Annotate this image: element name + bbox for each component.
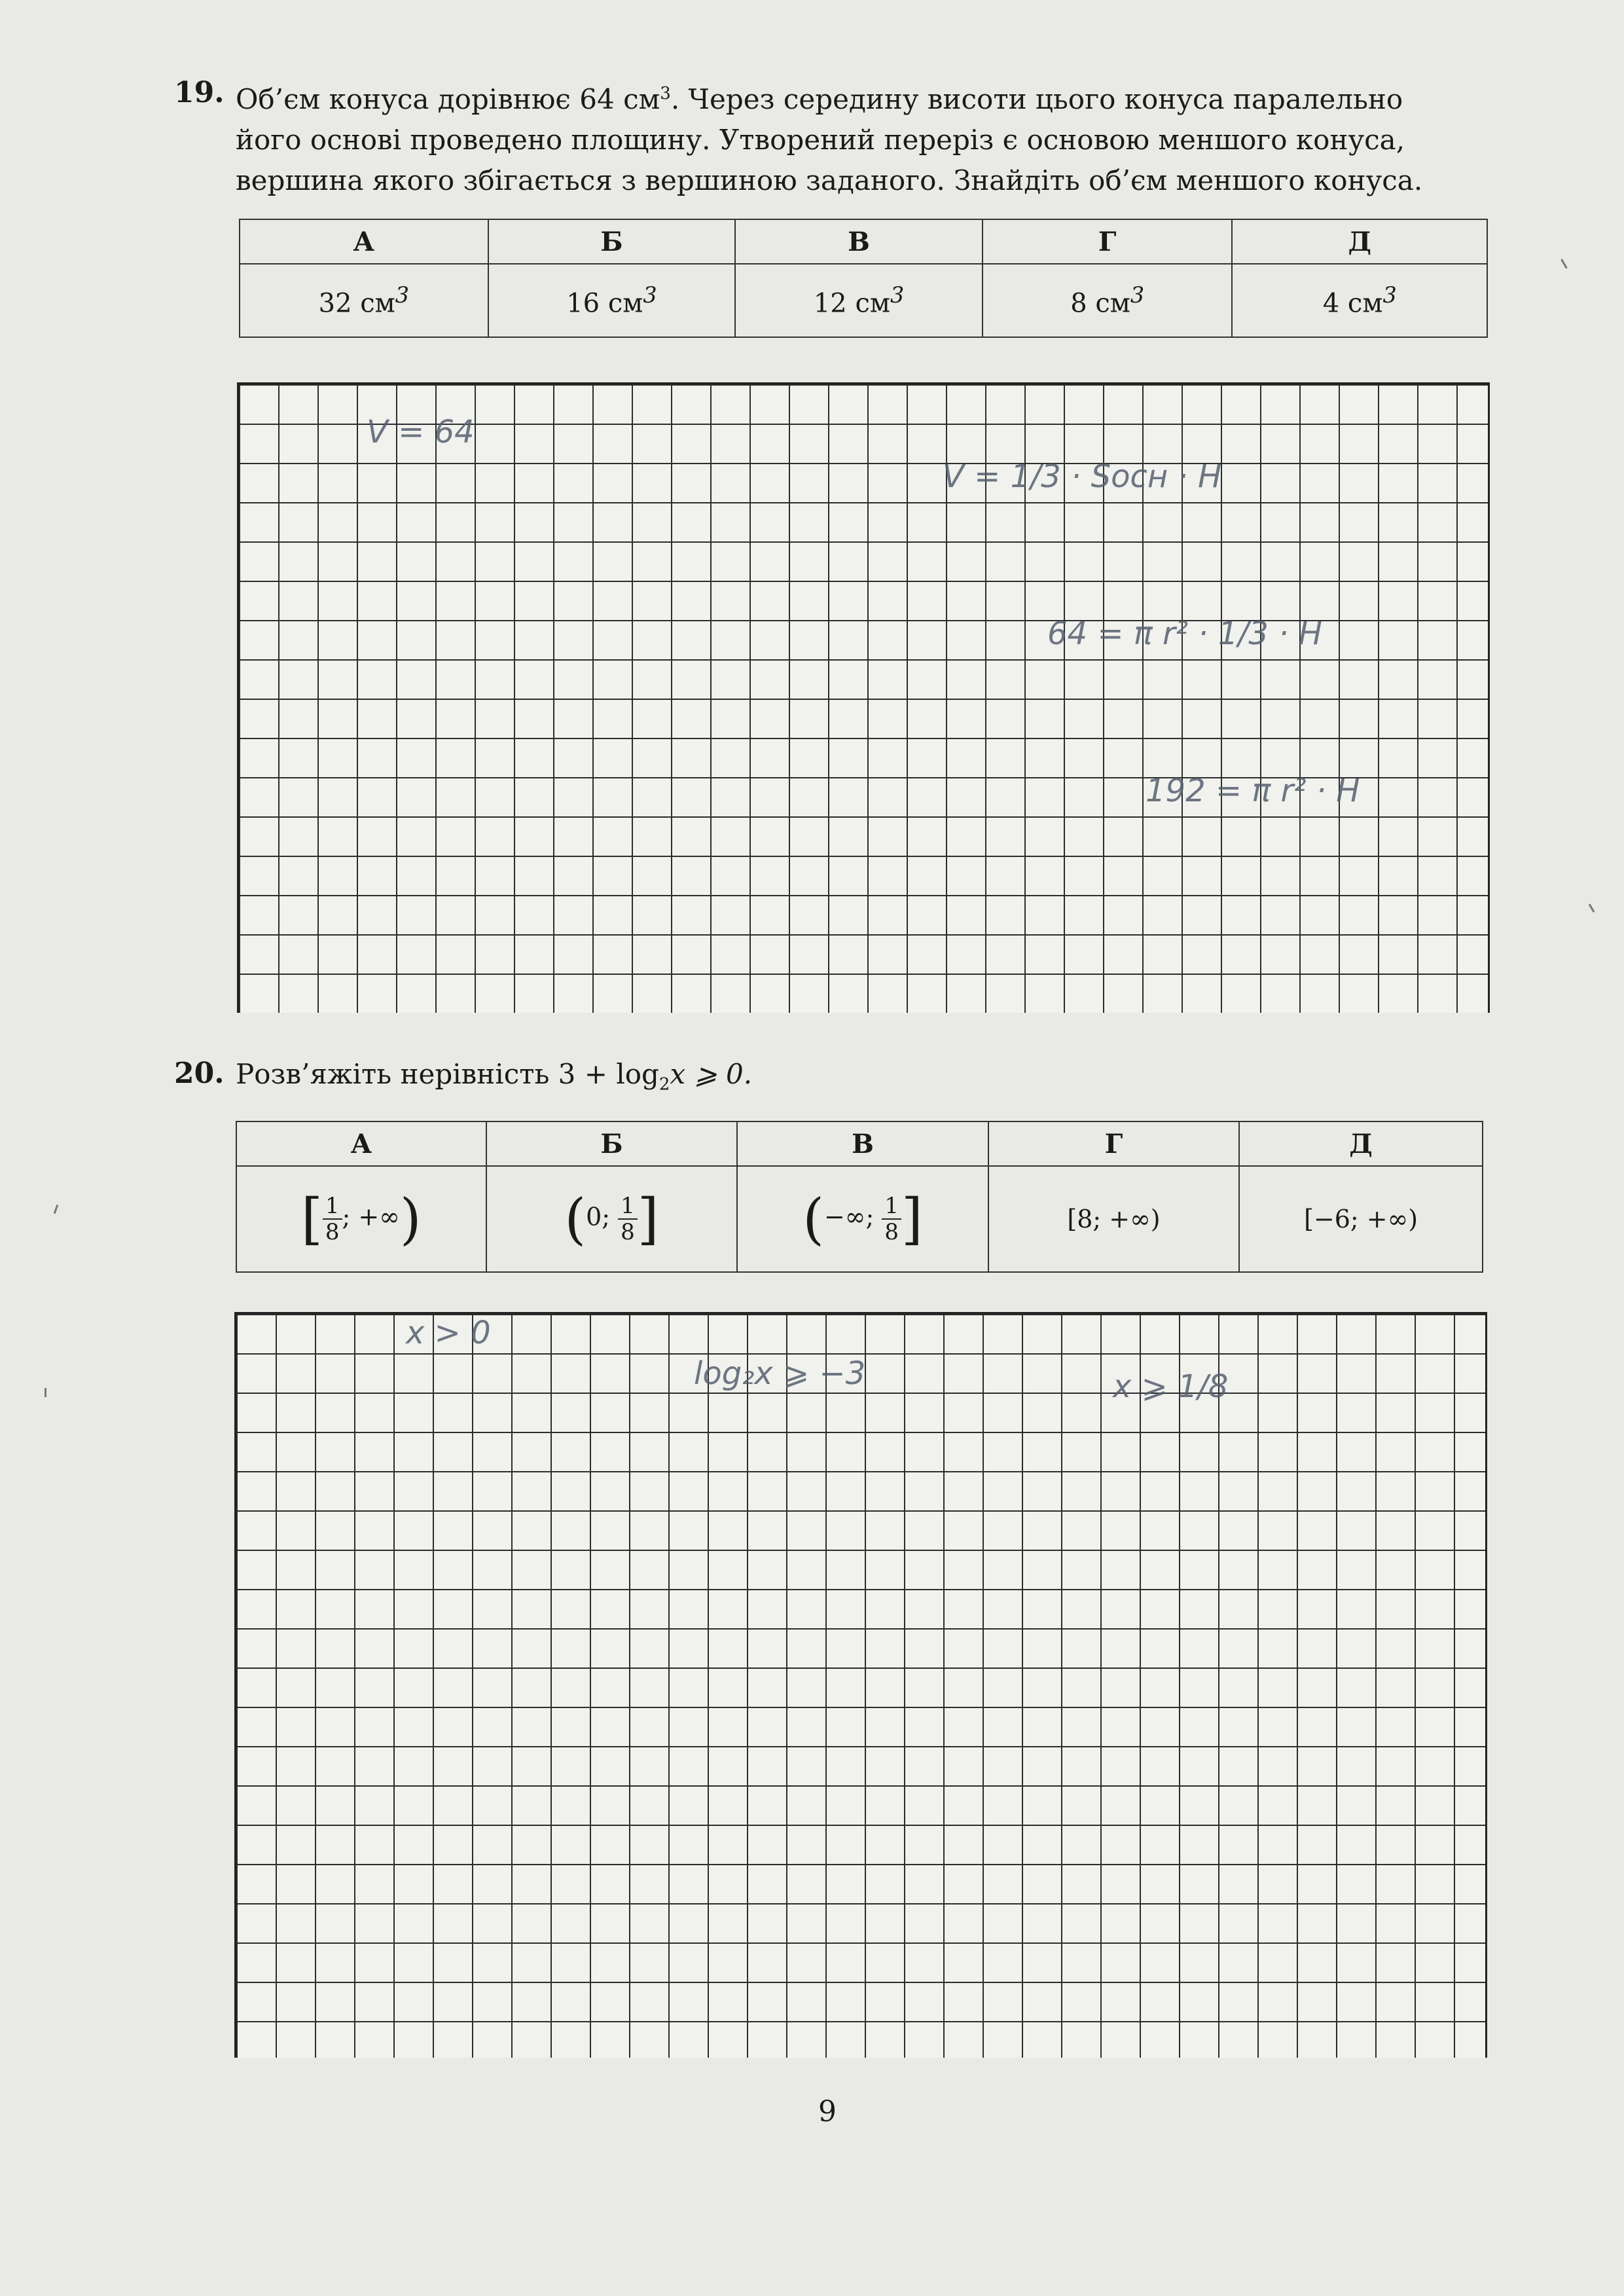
question-19-text: Об’єм конуса дорівнює 64 $см^3$. Через середину висоти цього конуса паралельно його основі проведено площину. Утворений переріз є основою меншого конуса, вершина якого збігається з вершиною заданого. Знайдіть об’єм меншого конуса. bbox=[236, 83, 1423, 196]
option-value-g: [8; +∞) bbox=[988, 1166, 1239, 1272]
handwritten-note: x ⩾ 1/8 bbox=[1113, 1368, 1229, 1405]
question-19-answer-table bbox=[239, 219, 1488, 338]
handwritten-note: 192 = π r² · H bbox=[1146, 773, 1360, 809]
option-value-a: [ $\frac{1}{8}$ ; +∞) bbox=[236, 1166, 486, 1272]
option-header-v: В bbox=[735, 219, 983, 264]
question-19-scratch-grid[interactable] bbox=[237, 382, 1490, 1013]
handwritten-note: 64 = π r² · 1/3 · H bbox=[1047, 615, 1322, 652]
question-20-scratch-grid[interactable] bbox=[234, 1312, 1487, 2058]
scan-mark bbox=[45, 1388, 46, 1397]
page-number: 9 bbox=[818, 2095, 837, 2128]
option-header-d: Д bbox=[1232, 219, 1487, 264]
option-header-d: Д bbox=[1239, 1121, 1483, 1166]
scan-mark bbox=[54, 1205, 59, 1214]
option-header-b: Б bbox=[488, 219, 736, 264]
option-value-v: 12 $см^3$ bbox=[735, 264, 983, 337]
handwritten-note: V = 64 bbox=[367, 414, 475, 450]
option-value-v: (−∞; $\frac{1}{8}$ ] bbox=[737, 1166, 988, 1272]
handwritten-note: V = 1/3 · Sосн · H bbox=[943, 458, 1222, 495]
option-header-v: В bbox=[737, 1121, 988, 1166]
option-value-a: 32 $см^3$ bbox=[240, 264, 488, 337]
scan-mark bbox=[1561, 259, 1568, 268]
option-header-g: Г bbox=[988, 1121, 1239, 1166]
option-value-b: 16 $см^3$ bbox=[488, 264, 736, 337]
question-20-answer-table bbox=[236, 1121, 1483, 1273]
question-20-number: 20. bbox=[174, 1057, 225, 1090]
option-value-d: [−6; +∞) bbox=[1239, 1166, 1483, 1272]
option-header-a: А bbox=[240, 219, 488, 264]
handwritten-note: x > 0 bbox=[406, 1315, 491, 1351]
option-header-b: Б bbox=[486, 1121, 737, 1166]
option-value-b: (0; $\frac{1}{8}$ ] bbox=[486, 1166, 737, 1272]
option-value-g: 8 $см^3$ bbox=[983, 264, 1233, 337]
question-19-number: 19. bbox=[174, 76, 225, 109]
question-20-text: Розв’яжіть нерівність $3 + \log_2x$ ⩾ 0. bbox=[236, 1058, 753, 1095]
option-value-d: 4 $см^3$ bbox=[1232, 264, 1487, 337]
option-header-g: Г bbox=[983, 219, 1233, 264]
handwritten-note: log₂x ⩾ −3 bbox=[694, 1355, 866, 1392]
option-header-a: А bbox=[236, 1121, 486, 1166]
scan-mark bbox=[1589, 903, 1595, 913]
